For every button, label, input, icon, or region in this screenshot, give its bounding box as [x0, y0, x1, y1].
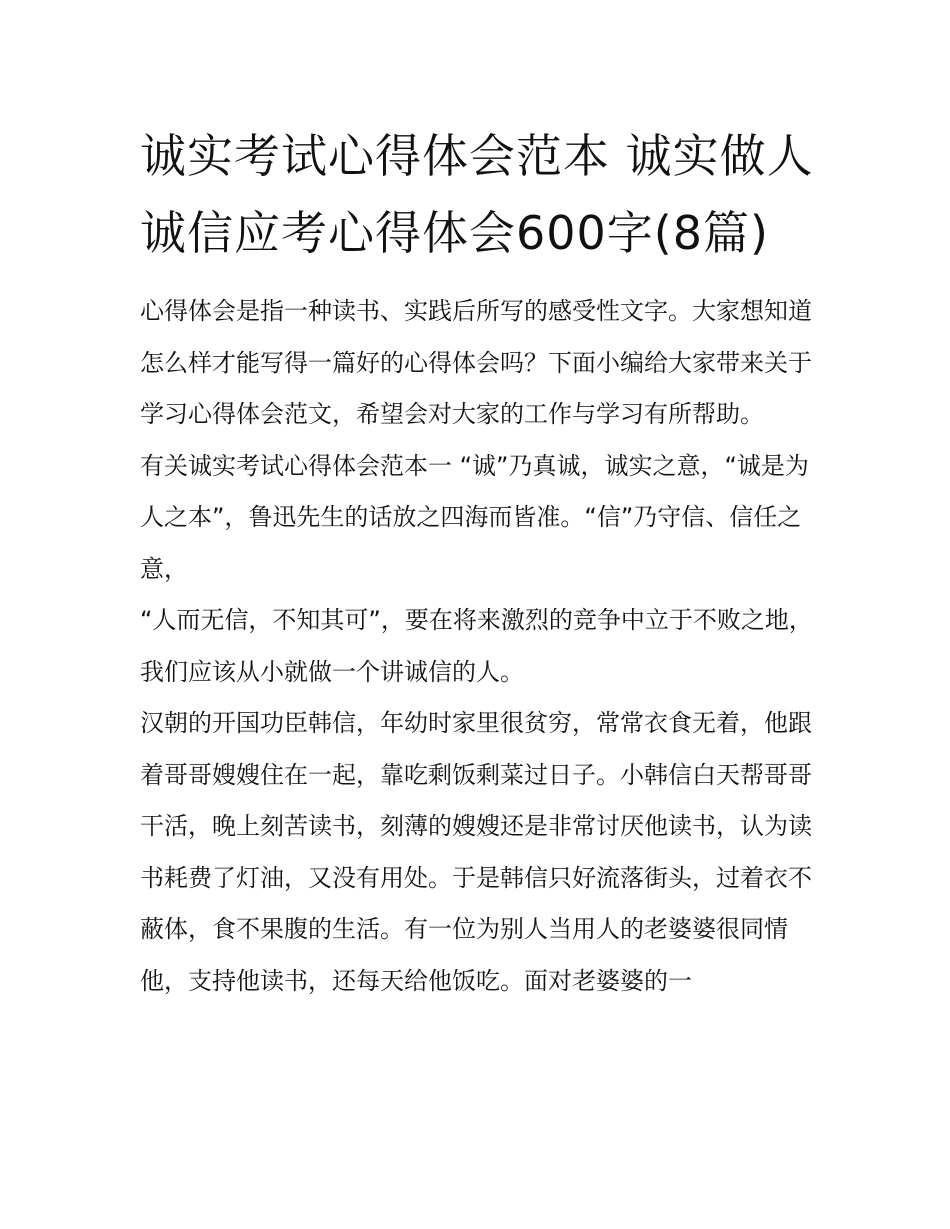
document-page [140, 118, 820, 1007]
document-body [140, 286, 820, 1007]
paragraph-sample-one: 有关诚实考试心得体会范本一 “诚”乃真诚，诚实之意，“诚是为人之本”，鲁迅先生的话放之四海而皆准。“信”乃守信、信任之意， [140, 451, 809, 583]
document-title: 诚实考试心得体会范本 诚实做人诚信应考心得体会600字(8篇) [140, 129, 814, 260]
paragraph-han-xin-story: 汉朝的开国功臣韩信，年幼时家里很贫穷，常常衣食无着，他跟着哥哥嫂嫂住在一起，靠吃剩饭剩菜过日子。小韩信白天帮哥哥干活，晚上刻苦读书，刻薄的嫂嫂还是非常讨厌他读书，认为读书耗费了灯油，又没有用处。于是韩信只好流落街头，过着衣不蔽体，食不果腹的生活。有一位为别人当用人的老婆婆很同情他，支持他读书，还每天给他饭吃。面对老婆婆的一 [140, 709, 812, 995]
paragraph-quote: “人而无信，不知其可”，要在将来激烈的竞争中立于不败之地，我们应该从小就做一个讲诚信的人。 [140, 606, 813, 686]
paragraph-intro: 心得体会是指一种读书、实践后所写的感受性文字。大家想知道怎么样才能写得一篇好的心得体会吗？下面小编给大家带来关于学习心得体会范文，希望会对大家的工作与学习有所帮助。 [140, 297, 812, 428]
